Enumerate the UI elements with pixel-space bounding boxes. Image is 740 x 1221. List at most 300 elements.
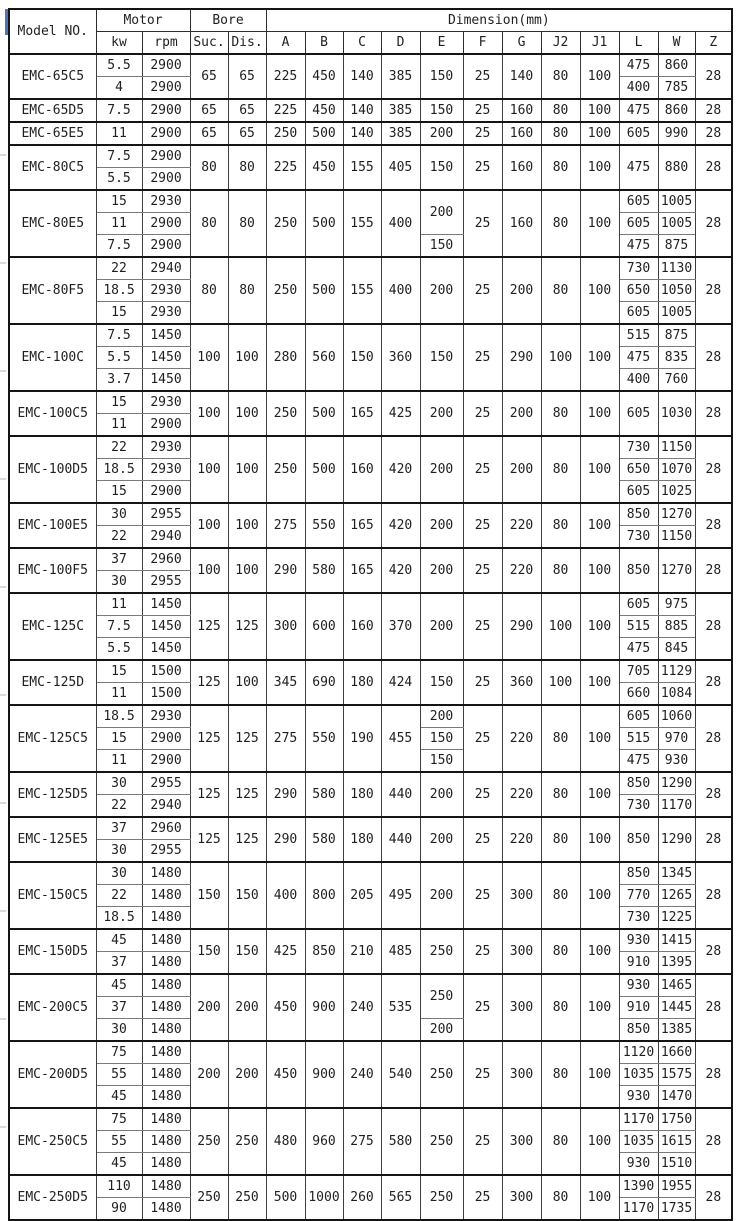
dim-z-cell: 28: [695, 593, 732, 660]
kw-cell: 110: [96, 1175, 142, 1198]
dim-g-cell: 160: [502, 190, 541, 257]
dim-e-cell: 150: [420, 235, 463, 258]
header-f: F: [463, 32, 502, 55]
dim-z-cell: 28: [695, 503, 732, 548]
kw-cell: 22: [96, 795, 142, 818]
dim-z-cell: 28: [695, 1175, 732, 1220]
model-cell: EMC-100E5: [9, 503, 96, 548]
dim-f-cell: 25: [463, 1041, 502, 1108]
dim-l-cell: 930: [619, 1153, 658, 1176]
dim-j2-cell: 80: [541, 99, 580, 122]
dim-z-cell: 28: [695, 817, 732, 862]
header-a: A: [266, 32, 305, 55]
spec-row: [9, 190, 732, 213]
dim-d-cell: 485: [381, 929, 420, 974]
dim-e-cell: 250: [420, 974, 463, 1019]
suc-cell: 100: [190, 548, 228, 593]
dim-w-cell: 1575: [658, 1064, 695, 1086]
dim-l-cell: 850: [619, 817, 658, 862]
dim-j2-cell: 80: [541, 1041, 580, 1108]
dim-l-cell: 475: [619, 99, 658, 122]
model-cell: EMC-80E5: [9, 190, 96, 257]
dim-f-cell: 25: [463, 324, 502, 391]
dim-c-cell: 275: [343, 1108, 381, 1175]
dis-cell: 250: [228, 1175, 266, 1220]
dim-c-cell: 140: [343, 99, 381, 122]
dim-l-cell: 605: [619, 593, 658, 616]
rpm-cell: 2960: [142, 817, 190, 840]
model-cell: EMC-125E5: [9, 817, 96, 862]
rpm-cell: 2930: [142, 391, 190, 414]
kw-cell: 30: [96, 1019, 142, 1042]
dim-e-cell: 200: [420, 772, 463, 817]
rpm-cell: 1480: [142, 1086, 190, 1109]
dim-w-cell: 1005: [658, 190, 695, 213]
dim-w-cell: 875: [658, 235, 695, 258]
model-cell: EMC-250C5: [9, 1108, 96, 1175]
dim-b-cell: 560: [305, 324, 343, 391]
kw-cell: 18.5: [96, 907, 142, 930]
rpm-cell: 1480: [142, 929, 190, 952]
dim-l-cell: 1120: [619, 1041, 658, 1064]
dim-l-cell: 475: [619, 347, 658, 369]
kw-cell: 11: [96, 414, 142, 437]
dim-l-cell: 475: [619, 145, 658, 190]
dim-w-cell: 875: [658, 324, 695, 347]
dim-d-cell: 440: [381, 772, 420, 817]
dim-l-cell: 705: [619, 660, 658, 683]
dim-w-cell: 1270: [658, 548, 695, 593]
header-bore: Bore: [190, 9, 266, 32]
rpm-cell: 1480: [142, 1041, 190, 1064]
dim-e-cell: 250: [420, 1041, 463, 1108]
kw-cell: 55: [96, 1064, 142, 1086]
dim-c-cell: 165: [343, 548, 381, 593]
dim-b-cell: 550: [305, 503, 343, 548]
dim-z-cell: 28: [695, 145, 732, 190]
dim-a-cell: 250: [266, 436, 305, 503]
dim-j1-cell: 100: [580, 122, 619, 145]
dim-g-cell: 160: [502, 99, 541, 122]
dim-j2-cell: 80: [541, 548, 580, 593]
dim-a-cell: 450: [266, 974, 305, 1041]
dim-d-cell: 420: [381, 503, 420, 548]
rpm-cell: 2900: [142, 213, 190, 235]
dim-a-cell: 480: [266, 1108, 305, 1175]
suc-cell: 100: [190, 503, 228, 548]
dim-w-cell: 1084: [658, 683, 695, 706]
dim-d-cell: 360: [381, 324, 420, 391]
dim-e-cell: 150: [420, 728, 463, 750]
dim-d-cell: 385: [381, 122, 420, 145]
dim-b-cell: 600: [305, 593, 343, 660]
dim-e-cell: 200: [420, 122, 463, 145]
rpm-cell: 1480: [142, 1019, 190, 1042]
kw-cell: 30: [96, 840, 142, 863]
rpm-cell: 2900: [142, 77, 190, 100]
dim-c-cell: 180: [343, 660, 381, 705]
dim-a-cell: 290: [266, 548, 305, 593]
kw-cell: 90: [96, 1198, 142, 1221]
spec-row: [9, 705, 732, 728]
dim-e-cell: 150: [420, 54, 463, 99]
dim-g-cell: 300: [502, 929, 541, 974]
dim-b-cell: 450: [305, 54, 343, 99]
kw-cell: 22: [96, 526, 142, 549]
dim-w-cell: 880: [658, 145, 695, 190]
dim-w-cell: 1445: [658, 997, 695, 1019]
kw-cell: 15: [96, 660, 142, 683]
dis-cell: 65: [228, 99, 266, 122]
dim-c-cell: 160: [343, 593, 381, 660]
rpm-cell: 2900: [142, 168, 190, 191]
dim-e-cell: 150: [420, 750, 463, 773]
dim-j1-cell: 100: [580, 99, 619, 122]
dim-b-cell: 500: [305, 190, 343, 257]
dim-d-cell: 565: [381, 1175, 420, 1220]
spec-row: [9, 145, 732, 168]
rpm-cell: 1480: [142, 952, 190, 975]
dim-e-cell: 200: [420, 436, 463, 503]
dim-l-cell: 910: [619, 997, 658, 1019]
suc-cell: 80: [190, 257, 228, 324]
dim-w-cell: 1070: [658, 459, 695, 481]
dim-l-cell: 1035: [619, 1131, 658, 1153]
dim-l-cell: 605: [619, 391, 658, 436]
dis-cell: 125: [228, 705, 266, 772]
header-dimension: Dimension(mm): [266, 9, 732, 32]
dim-w-cell: 1290: [658, 817, 695, 862]
dim-w-cell: 1050: [658, 280, 695, 302]
dis-cell: 125: [228, 593, 266, 660]
model-cell: EMC-125C: [9, 593, 96, 660]
suc-cell: 150: [190, 929, 228, 974]
dim-l-cell: 605: [619, 190, 658, 213]
dim-j1-cell: 100: [580, 974, 619, 1041]
spec-table-header: [9, 9, 732, 54]
kw-cell: 11: [96, 122, 142, 145]
dim-c-cell: 150: [343, 324, 381, 391]
spec-row: [9, 772, 732, 795]
dim-a-cell: 225: [266, 54, 305, 99]
dim-f-cell: 25: [463, 99, 502, 122]
dim-z-cell: 28: [695, 122, 732, 145]
dis-cell: 200: [228, 1041, 266, 1108]
dim-j1-cell: 100: [580, 660, 619, 705]
rpm-cell: 1450: [142, 593, 190, 616]
kw-cell: 5.5: [96, 54, 142, 77]
model-cell: EMC-80F5: [9, 257, 96, 324]
dis-cell: 100: [228, 503, 266, 548]
dim-l-cell: 475: [619, 750, 658, 773]
dim-d-cell: 495: [381, 862, 420, 929]
kw-cell: 15: [96, 481, 142, 504]
kw-cell: 15: [96, 190, 142, 213]
rpm-cell: 1480: [142, 1198, 190, 1221]
dim-w-cell: 1615: [658, 1131, 695, 1153]
dim-b-cell: 1000: [305, 1175, 343, 1220]
dim-c-cell: 155: [343, 145, 381, 190]
rpm-cell: 2900: [142, 728, 190, 750]
dim-b-cell: 500: [305, 257, 343, 324]
dim-z-cell: 28: [695, 862, 732, 929]
dim-l-cell: 515: [619, 616, 658, 638]
kw-cell: 30: [96, 862, 142, 885]
dim-e-cell: 200: [420, 548, 463, 593]
rpm-cell: 1450: [142, 638, 190, 661]
dim-l-cell: 770: [619, 885, 658, 907]
dim-d-cell: 385: [381, 54, 420, 99]
dim-w-cell: 1470: [658, 1086, 695, 1109]
dim-w-cell: 1225: [658, 907, 695, 930]
suc-cell: 250: [190, 1108, 228, 1175]
header-w: W: [658, 32, 695, 55]
kw-cell: 11: [96, 683, 142, 706]
dim-w-cell: 760: [658, 369, 695, 392]
dim-j2-cell: 80: [541, 391, 580, 436]
dim-c-cell: 155: [343, 257, 381, 324]
model-cell: EMC-250D5: [9, 1175, 96, 1220]
dim-e-cell: 150: [420, 324, 463, 391]
dim-w-cell: 1955: [658, 1175, 695, 1198]
dim-w-cell: 1750: [658, 1108, 695, 1131]
dim-a-cell: 250: [266, 190, 305, 257]
rpm-cell: 1480: [142, 907, 190, 930]
dim-d-cell: 535: [381, 974, 420, 1041]
dim-j1-cell: 100: [580, 548, 619, 593]
kw-cell: 37: [96, 548, 142, 571]
dim-l-cell: 1035: [619, 1064, 658, 1086]
dis-cell: 200: [228, 974, 266, 1041]
dim-a-cell: 275: [266, 503, 305, 548]
header-j1: J1: [580, 32, 619, 55]
header-dis: Dis.: [228, 32, 266, 55]
dim-w-cell: 970: [658, 728, 695, 750]
dim-f-cell: 25: [463, 503, 502, 548]
kw-cell: 7.5: [96, 145, 142, 168]
spec-row: [9, 929, 732, 952]
dim-l-cell: 400: [619, 369, 658, 392]
dim-f-cell: 25: [463, 145, 502, 190]
dim-j2-cell: 80: [541, 772, 580, 817]
dim-b-cell: 850: [305, 929, 343, 974]
dim-c-cell: 180: [343, 772, 381, 817]
dim-w-cell: 860: [658, 54, 695, 77]
dim-e-cell: 200: [420, 862, 463, 929]
dim-l-cell: 930: [619, 974, 658, 997]
dim-j1-cell: 100: [580, 145, 619, 190]
kw-cell: 75: [96, 1108, 142, 1131]
dim-j2-cell: 80: [541, 862, 580, 929]
dim-g-cell: 300: [502, 974, 541, 1041]
dim-z-cell: 28: [695, 391, 732, 436]
dim-l-cell: 1390: [619, 1175, 658, 1198]
model-cell: EMC-80C5: [9, 145, 96, 190]
dim-l-cell: 1170: [619, 1108, 658, 1131]
dim-j2-cell: 80: [541, 145, 580, 190]
dim-f-cell: 25: [463, 1175, 502, 1220]
rpm-cell: 2900: [142, 481, 190, 504]
dim-j2-cell: 80: [541, 974, 580, 1041]
header-row-columns: [9, 32, 732, 55]
suc-cell: 100: [190, 391, 228, 436]
dim-w-cell: 1385: [658, 1019, 695, 1042]
dim-l-cell: 850: [619, 772, 658, 795]
model-cell: EMC-125C5: [9, 705, 96, 772]
model-cell: EMC-125D: [9, 660, 96, 705]
dim-a-cell: 280: [266, 324, 305, 391]
dim-d-cell: 580: [381, 1108, 420, 1175]
kw-cell: 15: [96, 302, 142, 325]
dim-f-cell: 25: [463, 436, 502, 503]
dim-d-cell: 440: [381, 817, 420, 862]
spec-row: [9, 817, 732, 840]
dis-cell: 80: [228, 145, 266, 190]
suc-cell: 200: [190, 974, 228, 1041]
dim-a-cell: 225: [266, 99, 305, 122]
spec-row: [9, 1108, 732, 1131]
kw-cell: 75: [96, 1041, 142, 1064]
dim-j2-cell: 80: [541, 1175, 580, 1220]
dim-e-cell: 150: [420, 99, 463, 122]
dim-z-cell: 28: [695, 974, 732, 1041]
dim-c-cell: 240: [343, 974, 381, 1041]
dim-f-cell: 25: [463, 122, 502, 145]
dim-w-cell: 1735: [658, 1198, 695, 1221]
model-cell: EMC-100C: [9, 324, 96, 391]
rpm-cell: 2900: [142, 235, 190, 258]
dim-w-cell: 860: [658, 99, 695, 122]
dim-f-cell: 25: [463, 391, 502, 436]
header-row-groups: [9, 9, 732, 32]
header-b: B: [305, 32, 343, 55]
spec-row: [9, 974, 732, 997]
kw-cell: 11: [96, 593, 142, 616]
header-suc: Suc.: [190, 32, 228, 55]
dim-e-cell: 250: [420, 1175, 463, 1220]
dim-w-cell: 1510: [658, 1153, 695, 1176]
dim-j2-cell: 80: [541, 122, 580, 145]
suc-cell: 200: [190, 1041, 228, 1108]
dim-j1-cell: 100: [580, 817, 619, 862]
dim-l-cell: 730: [619, 436, 658, 459]
dim-f-cell: 25: [463, 190, 502, 257]
dim-b-cell: 900: [305, 974, 343, 1041]
kw-cell: 11: [96, 213, 142, 235]
dim-f-cell: 25: [463, 54, 502, 99]
kw-cell: 45: [96, 929, 142, 952]
dim-d-cell: 400: [381, 257, 420, 324]
dim-c-cell: 140: [343, 122, 381, 145]
kw-cell: 37: [96, 952, 142, 975]
dim-a-cell: 275: [266, 705, 305, 772]
dim-l-cell: 605: [619, 481, 658, 504]
dim-e-cell: 250: [420, 1108, 463, 1175]
dim-c-cell: 160: [343, 436, 381, 503]
kw-cell: 30: [96, 503, 142, 526]
dim-l-cell: 850: [619, 548, 658, 593]
dim-c-cell: 165: [343, 391, 381, 436]
dim-a-cell: 225: [266, 145, 305, 190]
dim-l-cell: 730: [619, 257, 658, 280]
dis-cell: 100: [228, 391, 266, 436]
rpm-cell: 1450: [142, 616, 190, 638]
dim-b-cell: 580: [305, 548, 343, 593]
rpm-cell: 1480: [142, 1153, 190, 1176]
spec-row: [9, 503, 732, 526]
suc-cell: 80: [190, 145, 228, 190]
dim-w-cell: 1290: [658, 772, 695, 795]
dim-j1-cell: 100: [580, 257, 619, 324]
dim-e-cell: 200: [420, 257, 463, 324]
dim-l-cell: 605: [619, 213, 658, 235]
spec-row: [9, 436, 732, 459]
dim-j2-cell: 80: [541, 817, 580, 862]
dim-e-cell: 200: [420, 1019, 463, 1042]
dim-j2-cell: 100: [541, 660, 580, 705]
dim-w-cell: 990: [658, 122, 695, 145]
rpm-cell: 1480: [142, 885, 190, 907]
rpm-cell: 2955: [142, 571, 190, 594]
kw-cell: 7.5: [96, 99, 142, 122]
dim-f-cell: 25: [463, 548, 502, 593]
rpm-cell: 1450: [142, 347, 190, 369]
header-z: Z: [695, 32, 732, 55]
dim-l-cell: 730: [619, 907, 658, 930]
suc-cell: 80: [190, 190, 228, 257]
dim-w-cell: 1130: [658, 257, 695, 280]
rpm-cell: 1480: [142, 862, 190, 885]
dim-l-cell: 605: [619, 705, 658, 728]
kw-cell: 45: [96, 974, 142, 997]
dim-g-cell: 300: [502, 1041, 541, 1108]
dim-a-cell: 290: [266, 772, 305, 817]
dim-j2-cell: 80: [541, 257, 580, 324]
dis-cell: 100: [228, 548, 266, 593]
spec-row: [9, 257, 732, 280]
dis-cell: 125: [228, 817, 266, 862]
dim-j2-cell: 100: [541, 324, 580, 391]
rpm-cell: 1480: [142, 1175, 190, 1198]
dim-w-cell: 1270: [658, 503, 695, 526]
kw-cell: 45: [96, 1086, 142, 1109]
dim-c-cell: 140: [343, 54, 381, 99]
dim-w-cell: 1150: [658, 436, 695, 459]
rpm-cell: 2930: [142, 459, 190, 481]
dim-j1-cell: 100: [580, 772, 619, 817]
dim-g-cell: 290: [502, 593, 541, 660]
dim-a-cell: 290: [266, 817, 305, 862]
dim-w-cell: 1395: [658, 952, 695, 975]
header-motor: Motor: [96, 9, 190, 32]
dim-l-cell: 730: [619, 795, 658, 818]
dim-d-cell: 370: [381, 593, 420, 660]
dim-f-cell: 25: [463, 772, 502, 817]
dim-l-cell: 930: [619, 1086, 658, 1109]
rpm-cell: 2940: [142, 795, 190, 818]
dim-w-cell: 975: [658, 593, 695, 616]
dim-w-cell: 1005: [658, 213, 695, 235]
spec-row: [9, 862, 732, 885]
dim-l-cell: 1170: [619, 1198, 658, 1221]
kw-cell: 5.5: [96, 638, 142, 661]
rpm-cell: 2940: [142, 526, 190, 549]
dim-w-cell: 885: [658, 616, 695, 638]
dim-b-cell: 960: [305, 1108, 343, 1175]
dim-j1-cell: 100: [580, 54, 619, 99]
rpm-cell: 1480: [142, 997, 190, 1019]
rpm-cell: 1450: [142, 369, 190, 392]
